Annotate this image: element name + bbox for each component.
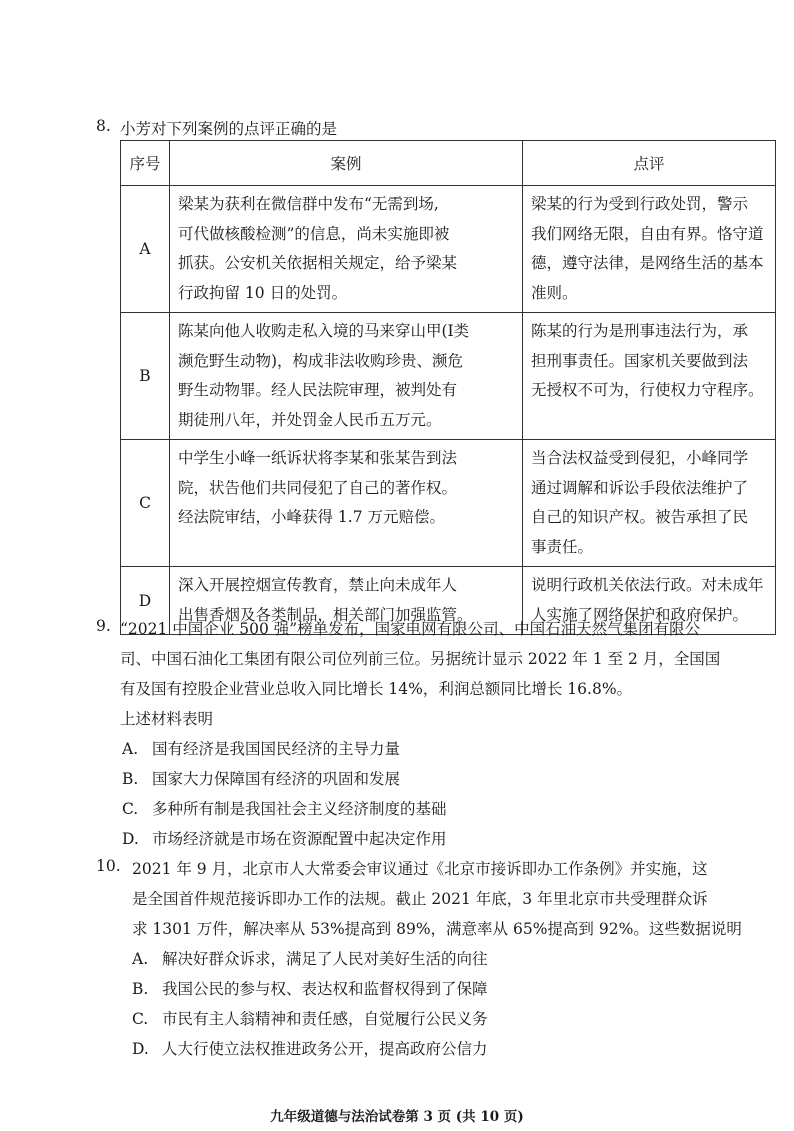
option-text: 市场经济就是市场在资源配置中起决定作用 (152, 830, 447, 848)
option-label: C. (122, 800, 139, 818)
table-row-b (121, 313, 776, 440)
option-text: 多种所有制是我国社会主义经济制度的基础 (152, 800, 447, 818)
question-9-line-3: 有及国有控股企业营业总收入同比增长 14%，利润总额同比增长 16.8%。 (120, 680, 633, 698)
question-10-option-a[interactable] (132, 947, 488, 969)
row-id: B (121, 313, 170, 440)
comment-text: 当合法权益受到侵犯，小峰同学 通过调解和诉讼手段依法维护了 自己的知识产权。被告承担了民 事责任。 (523, 440, 776, 567)
question-9-option-b[interactable] (122, 767, 400, 789)
comment-text: 梁某的行为受到行政处罚，警示 我们网络无限，自由有界。恪守道 德，遵守法律，是网络生活的基本 准则。 (523, 186, 776, 313)
question-9-line-2: 司、中国石油化工集团有限公司位列前三位。另据统计显示 2022 年 1 至 2 月，全国国 (120, 650, 721, 668)
question-9-option-a[interactable] (122, 737, 400, 759)
option-text: 我国公民的参与权、表达权和监督权得到了保障 (162, 980, 488, 998)
option-text: 解决好群众诉求，满足了人民对美好生活的向往 (162, 950, 488, 968)
question-10-line-2: 是全国首件规范接诉即办工作的法规。截止 2021 年底，3 年里北京市共受理群众诉 (132, 890, 708, 908)
question-10-option-b[interactable] (132, 977, 488, 999)
case-text: 深入开展控烟宣传教育，禁止向未成年人 出售香烟及各类制品，相关部门加强监管。 (170, 567, 523, 635)
question-10-option-d[interactable] (132, 1037, 488, 1059)
header-comment: 点评 (523, 141, 776, 186)
header-case: 案例 (170, 141, 523, 186)
option-text: 市民有主人翁精神和责任感，自觉履行公民义务 (162, 1010, 488, 1028)
case-text: 陈某向他人收购走私入境的马来穿山甲(Ⅰ类 濒危野生动物)，构成非法收购珍贵、濒危 野生动物罪。经人民法院审理，被判处有 期徒刑八年，并处罚金人民币五万元。 (170, 313, 523, 440)
option-label: B. (132, 980, 149, 998)
question-10-line-1: 2021 年 9 月，北京市人大常委会审议通过《北京市接诉即办工作条例》并实施，这 (132, 860, 708, 878)
option-label: C. (132, 1010, 149, 1028)
option-text: 国有经济是我国国民经济的主导力量 (152, 740, 401, 758)
question-10-number: 10. (96, 857, 121, 875)
question-9-option-c[interactable] (122, 797, 447, 819)
comment-text: 陈某的行为是刑事违法行为，承 担刑事责任。国家机关要做到法 无授权不可为，行使权力守程序。 (523, 313, 776, 440)
row-id: C (121, 440, 170, 567)
option-text: 人大行使立法权推进政务公开，提高政府公信力 (162, 1040, 488, 1058)
table-row-c (121, 440, 776, 567)
option-label: A. (122, 740, 139, 758)
case-table (120, 140, 776, 635)
row-id: A (121, 186, 170, 313)
question-10-option-c[interactable] (132, 1007, 488, 1029)
page-footer: 九年级道德与法治试卷第 3 页 (共 10 页) (270, 1109, 524, 1125)
option-text: 国家大力保障国有经济的巩固和发展 (152, 770, 401, 788)
table-row-a (121, 186, 776, 313)
row-id: D (121, 567, 170, 635)
question-9-option-d[interactable] (122, 827, 447, 849)
table-header-row (121, 141, 776, 186)
question-9-line-4: 上述材料表明 (120, 710, 214, 728)
case-text: 中学生小峰一纸诉状将李某和张某告到法 院，状告他们共同侵犯了自己的著作权。 经法院审结，小峰获得 1.7 万元赔偿。 (170, 440, 523, 567)
option-label: D. (122, 830, 139, 848)
question-8-number: 8. (96, 117, 111, 135)
header-seq: 序号 (121, 141, 170, 186)
question-10-line-3: 求 1301 万件，解决率从 53%提高到 89%，满意率从 65%提高到 92%。这些数据说明 (132, 920, 742, 938)
option-label: B. (122, 770, 139, 788)
question-9-number: 9. (96, 617, 111, 635)
case-text: 梁某为获利在微信群中发布“无需到场, 可代做核酸检测”的信息，尚未实施即被 抓获。公安机关依据相关规定，给予梁某 行政拘留 10 日的处罚。 (170, 186, 523, 313)
comment-text: 说明行政机关依法行政。对未成年 人实施了网络保护和政府保护。 (523, 567, 776, 635)
question-8-stem: 小芳对下列案例的点评正确的是 (120, 120, 338, 138)
question-9-line-1: “2021 中国企业 500 强”榜单发布，国家电网有限公司、中国石油天然气集团有限公 (120, 620, 701, 638)
option-label: A. (132, 950, 149, 968)
option-label: D. (132, 1040, 149, 1058)
